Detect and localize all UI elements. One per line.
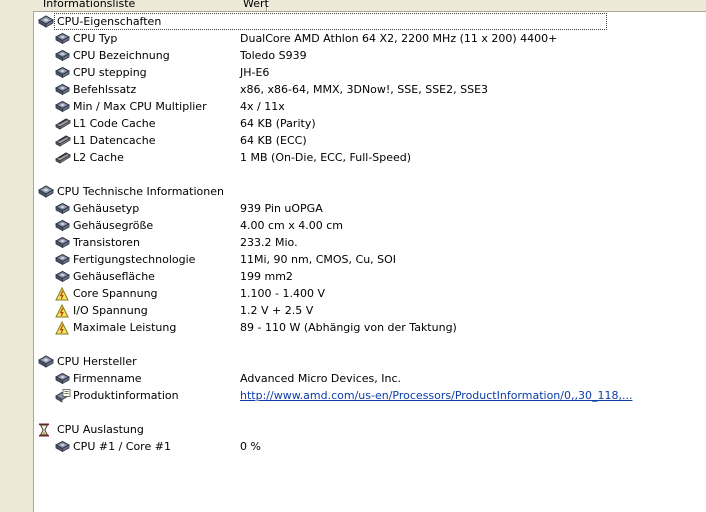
list-item[interactable] (33, 319, 706, 336)
cpu-chip-icon (55, 100, 70, 113)
list-item[interactable] (33, 115, 706, 132)
item-value: Advanced Micro Devices, Inc. (240, 372, 402, 385)
item-label: Core Spannung (73, 287, 158, 300)
column-header (33, 0, 706, 12)
item-label: Produktinformation (73, 389, 179, 402)
item-label: CPU stepping (73, 66, 147, 79)
list-item[interactable] (33, 98, 706, 115)
item-value: 64 KB (Parity) (240, 117, 316, 130)
section-header[interactable] (33, 353, 706, 370)
voltage-warning-icon (55, 321, 69, 335)
cpu-chip-icon (55, 202, 70, 215)
item-label: I/O Spannung (73, 304, 148, 317)
list-item[interactable] (33, 234, 706, 251)
list-item[interactable] (33, 47, 706, 64)
item-label: Fertigungstechnologie (73, 253, 196, 266)
item-value: 64 KB (ECC) (240, 134, 307, 147)
list-item[interactable] (33, 149, 706, 166)
cpu-chip-icon (55, 372, 70, 385)
item-value: 89 - 110 W (Abhängig von der Taktung) (240, 321, 457, 334)
item-value: JH-E6 (240, 66, 270, 79)
list-item[interactable] (33, 64, 706, 81)
cpu-chip-icon (55, 32, 70, 45)
item-label: Transistoren (73, 236, 140, 249)
item-label: Befehlssatz (73, 83, 137, 96)
list-item[interactable] (33, 81, 706, 98)
item-value: 4x / 11x (240, 100, 285, 113)
item-value: x86, x86-64, MMX, 3DNow!, SSE, SSE2, SSE3 (240, 83, 489, 96)
cpu-chip-icon (55, 270, 70, 283)
list-item[interactable] (33, 132, 706, 149)
cpu-icon (38, 185, 54, 198)
cpu-chip-icon (55, 66, 70, 79)
list-item[interactable] (33, 30, 706, 47)
list-item[interactable] (33, 370, 706, 387)
item-value: 233.2 Mio. (240, 236, 298, 249)
cpu-chip-icon (55, 440, 70, 453)
cpu-chip-icon (55, 49, 70, 62)
list-item[interactable] (33, 438, 706, 455)
item-label: L1 Code Cache (73, 117, 156, 130)
item-value: 11Mi, 90 nm, CMOS, Cu, SOI (240, 253, 397, 266)
voltage-warning-icon (55, 287, 69, 301)
item-label: Maximale Leistung (73, 321, 177, 334)
item-value: Toledo S939 (240, 49, 307, 62)
item-value: 4.00 cm x 4.00 cm (240, 219, 344, 232)
section-title: CPU Technische Informationen (57, 185, 224, 198)
memory-module-icon (55, 117, 71, 130)
section-header[interactable] (33, 183, 706, 200)
cpu-chip-icon (55, 236, 70, 249)
item-label: CPU Typ (73, 32, 118, 45)
item-label: CPU #1 / Core #1 (73, 440, 171, 453)
item-label: CPU Bezeichnung (73, 49, 170, 62)
focus-rectangle (54, 13, 607, 30)
item-label: Min / Max CPU Multiplier (73, 100, 207, 113)
item-label: Firmenname (73, 372, 142, 385)
cpu-chip-icon (55, 219, 70, 232)
list-item[interactable] (33, 268, 706, 285)
cpu-chip-icon (55, 83, 70, 96)
item-value: 939 Pin uOPGA (240, 202, 323, 215)
cpu-chip-icon (55, 253, 70, 266)
item-label: Gehäusegröße (73, 219, 154, 232)
left-pane-edge (0, 0, 34, 512)
item-value: 1.100 - 1.400 V (240, 287, 325, 300)
list-item[interactable] (33, 387, 706, 404)
memory-module-icon (55, 151, 71, 164)
memory-module-icon (55, 134, 71, 147)
product-info-link[interactable]: http://www.amd.com/us-en/Processors/ProductInformation/0,,30_118,... (240, 389, 633, 402)
product-info-icon (55, 389, 71, 403)
section-title: CPU Hersteller (57, 355, 137, 368)
item-value: 199 mm2 (240, 270, 293, 283)
cpu-icon (38, 15, 54, 28)
item-value: 0 % (240, 440, 261, 453)
list-item[interactable] (33, 217, 706, 234)
item-value: 1 MB (On-Die, ECC, Full-Speed) (240, 151, 412, 164)
item-label: L1 Datencache (73, 134, 156, 147)
list-item[interactable] (33, 251, 706, 268)
cpu-icon (38, 355, 54, 368)
list-item[interactable] (33, 200, 706, 217)
item-label: Gehäusetyp (73, 202, 140, 215)
list-item[interactable] (33, 285, 706, 302)
item-label: L2 Cache (73, 151, 124, 164)
voltage-warning-icon (55, 304, 69, 318)
column-header-value[interactable]: Wert (243, 0, 269, 10)
section-title: CPU-Eigenschaften (57, 15, 162, 28)
list-item[interactable] (33, 302, 706, 319)
item-value: 1.2 V + 2.5 V (240, 304, 314, 317)
column-header-info[interactable]: Informationsliste (43, 0, 136, 10)
section-title: CPU Auslastung (57, 423, 144, 436)
section-header[interactable] (33, 13, 706, 30)
item-label: Gehäusefläche (73, 270, 155, 283)
section-header[interactable] (33, 421, 706, 438)
item-value: DualCore AMD Athlon 64 X2, 2200 MHz (11 x 200) 4400+ (240, 32, 558, 45)
hourglass-icon (38, 423, 50, 437)
